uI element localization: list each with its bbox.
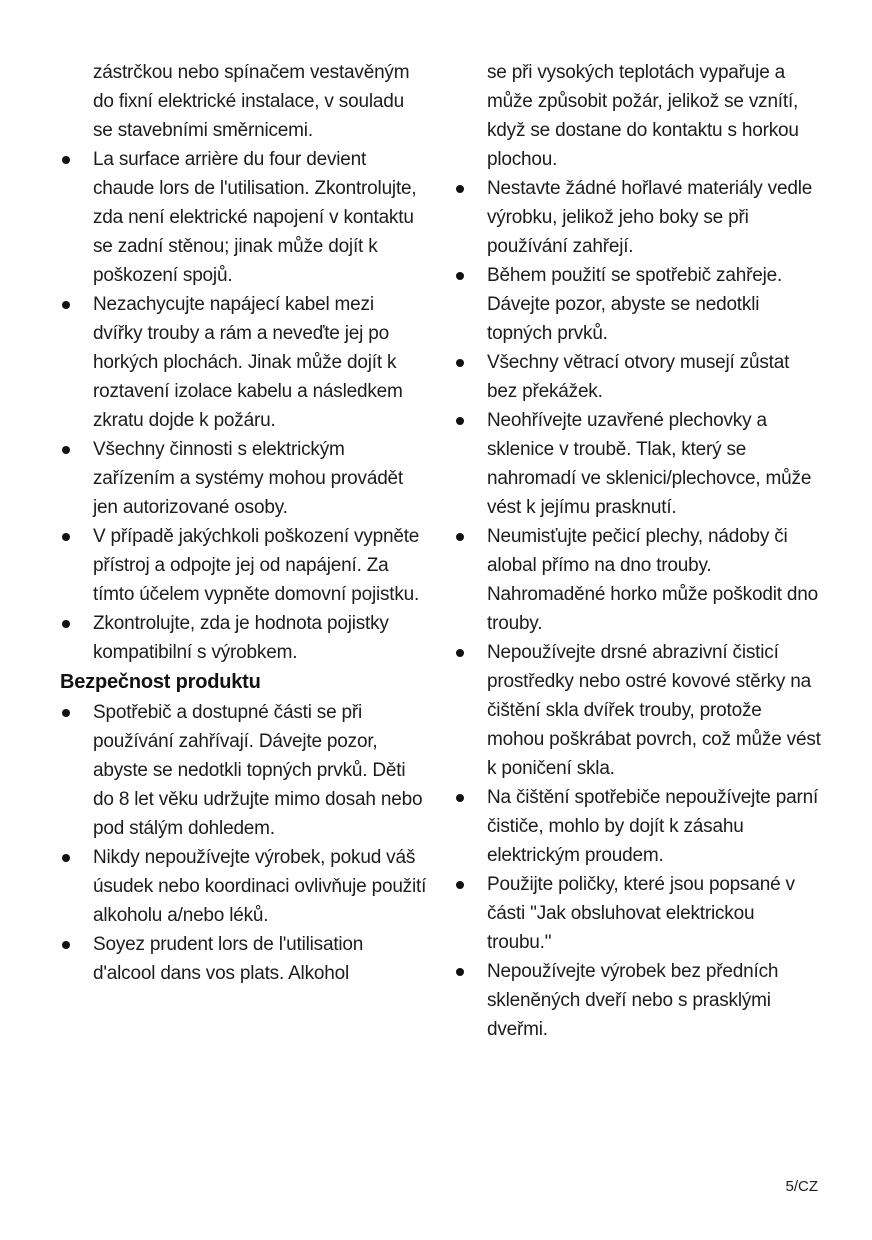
bullet-icon bbox=[454, 957, 487, 976]
list-item-text: V případě jakýchkoli poškození vypněte přístroj a odpojte jej od napájení. Za tímto účelem vypněte domovní pojistku. bbox=[93, 526, 420, 605]
paragraph-continuation bbox=[454, 58, 822, 174]
two-column-layout bbox=[60, 58, 822, 1044]
list-item-text: Soyez prudent lors de l'utilisation d'alcool dans vos plats. Alkohol bbox=[93, 934, 364, 984]
bullet-icon bbox=[60, 698, 93, 717]
list-item bbox=[454, 638, 822, 783]
page-number: 5/CZ bbox=[785, 1178, 818, 1195]
right-column bbox=[454, 58, 822, 1044]
list-item-text: Zkontrolujte, zda je hodnota pojistky kompatibilní s výrobkem. bbox=[93, 613, 389, 663]
list-item-text: La surface arrière du four devient chaude lors de l'utilisation. Zkontrolujte, zda není elektrické napojení v kontaktu se zadní stěnou; jinak může dojít k poškození spojů. bbox=[93, 149, 417, 286]
list-item bbox=[454, 522, 822, 638]
list-item-text: Spotřebič a dostupné části se při používání zahřívají. Dávejte pozor, abyste se nedotkli topných prvků. Děti do 8 let věku udržujte mimo dosah nebo pod stálým dohledem. bbox=[93, 702, 423, 839]
list-item bbox=[60, 698, 428, 843]
list-item bbox=[60, 435, 428, 522]
list-item bbox=[454, 348, 822, 406]
list-item-text: Nepoužívejte výrobek bez předních skleněných dveří nebo s prasklými dveřmi. bbox=[487, 961, 779, 1040]
list-item-text: Neohřívejte uzavřené plechovky a sklenice v troubě. Tlak, který se nahromadí ve sklenici/plechovce, může vést k jejímu prasknutí. bbox=[487, 410, 812, 518]
bullet-icon bbox=[454, 348, 487, 367]
list-item bbox=[454, 783, 822, 870]
list-item-text: Nestavte žádné hořlavé materiály vedle výrobku, jelikož jeho boky se při používání zahřejí. bbox=[487, 178, 813, 257]
bullet-icon bbox=[454, 406, 487, 425]
list-item-text: Během použití se spotřebič zahřeje. Dávejte pozor, abyste se nedotkli topných prvků. bbox=[487, 265, 783, 344]
bullet-icon bbox=[60, 930, 93, 949]
left-column bbox=[60, 58, 428, 1044]
list-item bbox=[454, 261, 822, 348]
bullet-icon bbox=[60, 435, 93, 454]
list-item-text: Nikdy nepoužívejte výrobek, pokud váš úsudek nebo koordinaci ovlivňuje použití alkoholu a/nebo léků. bbox=[93, 847, 427, 926]
paragraph-text: se při vysokých teplotách vypařuje a může způsobit požár, jelikož se vznítí, když se dostane do kontaktu s horkou plochou. bbox=[487, 62, 799, 170]
list-item-text: Všechny větrací otvory musejí zůstat bez překážek. bbox=[487, 352, 790, 402]
bullet-icon bbox=[454, 783, 487, 802]
list-item bbox=[454, 406, 822, 522]
bullet-icon bbox=[60, 145, 93, 164]
list-item bbox=[60, 843, 428, 930]
list-item bbox=[454, 957, 822, 1044]
list-item bbox=[60, 145, 428, 290]
section-heading-product-safety: Bezpečnost produktu bbox=[60, 671, 261, 693]
bullet-icon bbox=[60, 290, 93, 309]
list-item bbox=[60, 609, 428, 667]
bullet-icon bbox=[454, 261, 487, 280]
paragraph-continuation bbox=[60, 58, 428, 145]
list-item-text: Na čištění spotřebiče nepoužívejte parní čističe, mohlo by dojít k zásahu elektrickým proudem. bbox=[487, 787, 819, 866]
bullet-icon bbox=[60, 843, 93, 862]
list-item bbox=[60, 290, 428, 435]
bullet-icon bbox=[454, 522, 487, 541]
list-item bbox=[60, 522, 428, 609]
bullet-icon bbox=[454, 174, 487, 193]
bullet-icon bbox=[454, 638, 487, 657]
list-item bbox=[454, 870, 822, 957]
list-item-text: Všechny činnosti s elektrickým zařízením a systémy mohou provádět jen autorizované osoby. bbox=[93, 439, 404, 518]
list-item-text: Nezachycujte napájecí kabel mezi dvířky trouby a rám a neveďte jej po horkých plochách. Jinak může dojít k roztavení izolace kabelu a následkem zkratu dojde k požáru. bbox=[93, 294, 403, 431]
bullet-icon bbox=[454, 870, 487, 889]
list-item-text: Neumisťujte pečicí plechy, nádoby či alobal přímo na dno trouby. Nahromaděné horko může poškodit dno trouby. bbox=[487, 526, 818, 634]
list-item-text: Nepoužívejte drsné abrazivní čisticí prostředky nebo ostré kovové stěrky na čištění skla dvířek trouby, protože mohou poškrábat povrch, což může vést k poničení skla. bbox=[487, 642, 821, 779]
list-item-text: Použijte poličky, které jsou popsané v části "Jak obsluhovat elektrickou troubu." bbox=[487, 874, 795, 953]
list-item bbox=[60, 930, 428, 988]
bullet-icon bbox=[60, 522, 93, 541]
bullet-icon bbox=[60, 609, 93, 628]
list-item bbox=[454, 174, 822, 261]
paragraph-text: zástrčkou nebo spínačem vestavěným do fixní elektrické instalace, v souladu se stavebními směrnicemi. bbox=[93, 62, 410, 141]
